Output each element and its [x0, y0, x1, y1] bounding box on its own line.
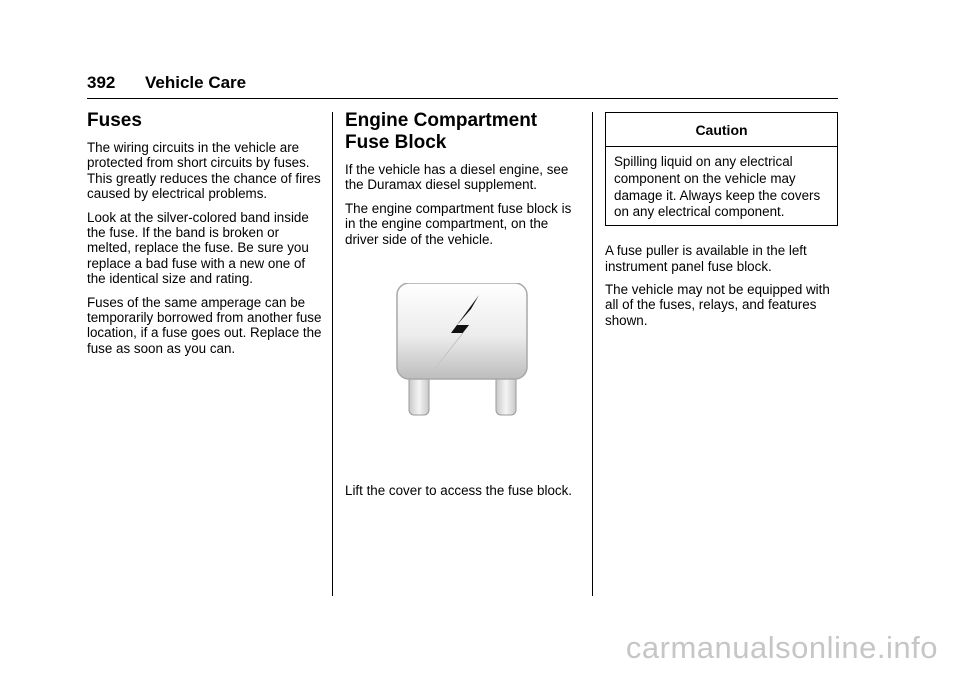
engine-block-paragraph: If the vehicle has a diesel engine, see the Duramax diesel supplement.: [345, 162, 569, 193]
caution-column: [605, 110, 838, 336]
page-number: 392: [87, 73, 116, 92]
caution-title: Caution: [606, 113, 837, 147]
fuses-column: [87, 110, 323, 364]
fuses-paragraph: Fuses of the same amperage can be temporarily borrowed from another fuse location, if a fuse goes out. Replace the fuse as soon as you can.: [87, 294, 322, 356]
column-divider: [592, 112, 593, 596]
caution-box: [605, 112, 838, 226]
engine-block-paragraph: The engine compartment fuse block is in the engine compartment, on the driver side of the vehicle.: [345, 200, 572, 247]
section-title: Vehicle Care: [145, 73, 247, 92]
note-paragraph: A fuse puller is available in the left instrument panel fuse block.: [605, 243, 807, 274]
fuses-heading: Fuses: [87, 110, 142, 131]
fuses-paragraph: The wiring circuits in the vehicle are protected from short circuits by fuses. This greatly reduces the chance of fires caused by electrical problems.: [87, 140, 321, 202]
fuse-block-lightning-icon: [345, 283, 580, 453]
page-header: [87, 70, 838, 99]
watermark-text: carmanualsonline.info: [625, 630, 938, 665]
note-paragraph: The vehicle may not be equipped with all of the fuses, relays, and features shown.: [605, 282, 830, 328]
engine-fuse-block-column: [345, 110, 580, 506]
fuses-paragraph: Look at the silver-colored band inside the fuse. If the band is broken or melted, replace the fuse. Be sure you replace a bad fuse with a new one of the identical size and rating.: [87, 209, 309, 287]
caution-body: Spilling liquid on any electrical component on the vehicle may damage it. Always keep the covers on any electrical component.: [614, 154, 821, 220]
lift-cover-text: Lift the cover to access the fuse block.: [345, 483, 573, 499]
column-divider: [332, 112, 333, 596]
fuse-block-figure: [345, 283, 580, 453]
engine-fuse-block-heading: Engine Compartment Fuse Block: [345, 110, 538, 153]
